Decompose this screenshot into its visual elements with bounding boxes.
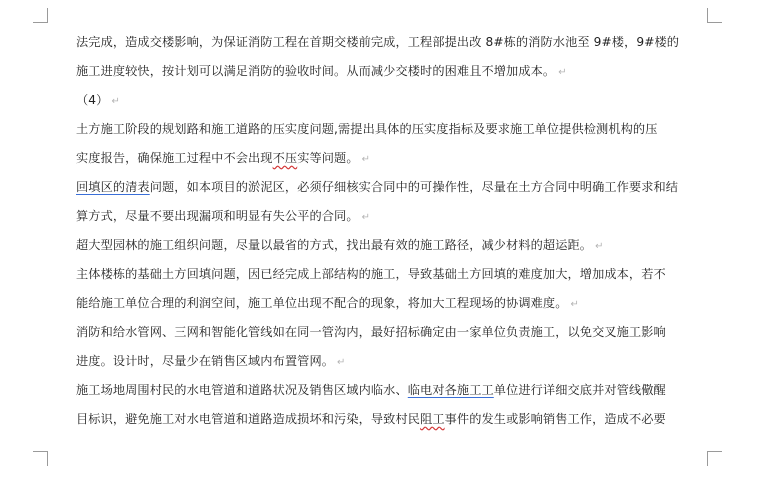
text-run: 事件的发生或影响销售工作，造成不必要 xyxy=(444,412,666,426)
text-run: 法完成，造成交楼影响，为保证消防工程在首期交楼前完成，工程部提出改 8#栋的消防水池至 9#楼，9#楼的 xyxy=(76,35,680,49)
text-run: 土方施工阶段的规划路和施工道路的压实度问题,需提出具体的压实度指标及要求施工单位提供检测机构的压 xyxy=(76,122,658,136)
text-line xyxy=(76,202,706,231)
text-run: 施工进度较快，按计划可以满足消防的验收时间。从而减少交楼时的困难且不增加成本。 xyxy=(76,64,556,78)
page-corner-mark-top-right xyxy=(707,8,722,23)
text-line xyxy=(76,115,706,144)
paragraph-mark-icon: ↵ xyxy=(361,212,371,223)
page-corner-mark-bottom-right xyxy=(707,451,722,466)
text-run: 主体楼栋的基础土方回填问题，因已经完成上部结构的施工，导致基础土方回填的难度加大，增加成本，若不 xyxy=(76,267,666,281)
paragraph-mark-icon: ↵ xyxy=(361,154,371,165)
text-line xyxy=(76,144,706,173)
text-run: （4） xyxy=(76,93,109,107)
text-run: 超大型园林的施工组织问题，尽量以最省的方式，找出最有效的施工路径，减少材料的超运距。 xyxy=(76,238,593,252)
spelling-underlined-text: 阻工 xyxy=(420,412,445,426)
grammar-underlined-text: 回填区的清表 xyxy=(76,180,150,194)
text-line xyxy=(76,86,706,115)
paragraph-mark-icon: ↵ xyxy=(337,357,346,368)
paragraph-mark-icon: ↵ xyxy=(570,299,579,310)
text-line xyxy=(76,289,706,318)
paragraph-mark-icon: ↵ xyxy=(558,67,567,78)
text-run: 进度。设计时，尽量少在销售区域内布置管网。 xyxy=(76,354,335,368)
page-corner-mark-bottom-left xyxy=(33,451,48,466)
text-run: 单位进行详细交底并对管线儆醒 xyxy=(493,383,666,397)
text-line xyxy=(76,231,706,260)
text-run: 实度报告，确保施工过程中不会出现 xyxy=(76,151,273,165)
text-run: 消防和给水管网、三网和智能化管线如在同一管沟内，最好招标确定由一家单位负责施工，以免交叉施工影响 xyxy=(76,325,666,339)
text-run: 问题，如本项目的淤泥区，必须仔细核实合同中的可操作性，尽量在土方合同中明确工作要求和结 xyxy=(149,180,679,194)
spelling-underlined-text: 不压 xyxy=(272,151,298,165)
paragraph-mark-icon: ↵ xyxy=(111,96,120,107)
text-line xyxy=(76,405,706,434)
text-line xyxy=(76,28,706,57)
grammar-underlined-text: 临电对各施工工 xyxy=(407,383,494,397)
text-line xyxy=(76,260,706,289)
text-line xyxy=(76,347,706,376)
text-run: 算方式，尽量不要出现漏项和明显有失公平的合同。 xyxy=(76,209,359,223)
text-line xyxy=(76,376,706,405)
text-run: 目标识，避免施工对水电管道和道路造成损坏和污染，导致村民 xyxy=(76,412,421,426)
text-run: 实等问题。 xyxy=(297,151,359,165)
text-run: 施工场地周围村民的水电管道和道路状况及销售区域内临水、 xyxy=(76,383,408,397)
text-line xyxy=(76,318,706,347)
paragraph-mark-icon: ↵ xyxy=(595,241,604,252)
page-corner-mark-top-left xyxy=(33,8,48,23)
text-line xyxy=(76,57,706,86)
text-run: 能给施工单位合理的利润空间，施工单位出现不配合的现象，将加大工程现场的协调难度。 xyxy=(76,296,568,310)
text-line xyxy=(76,173,706,202)
document-body[interactable] xyxy=(76,28,706,434)
